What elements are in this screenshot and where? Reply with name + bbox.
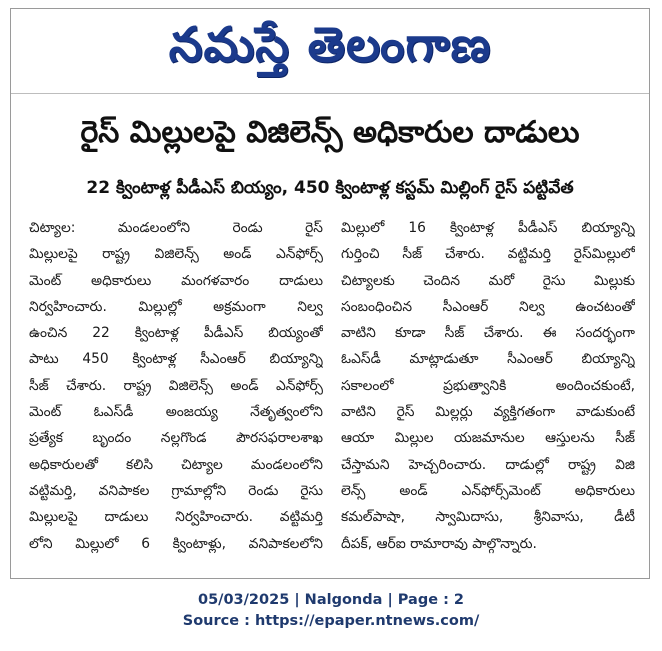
body-line: మిల్లులపై దాడులు నిర్వహించారు. వట్టిమర్తి bbox=[29, 509, 323, 526]
body-line: పాటు 450 క్వింటాళ్ల సీఎంఆర్ బియ్యాన్ని bbox=[29, 351, 323, 368]
body-line: సకాలంలో ప్రభుత్వానికి అందించకుంటే, bbox=[341, 377, 635, 394]
body-line: లోని మిల్లులో 6 క్వింటాళ్లు, వనిపాకలలోని bbox=[29, 535, 323, 552]
body-line: సంబంధించిన సీఎంఆర్ నిల్వ ఉంచటంతో bbox=[341, 298, 635, 315]
footer-source-link[interactable]: Source : https://epaper.ntnews.com/ bbox=[182, 613, 480, 629]
article-column-left bbox=[29, 215, 323, 565]
body-line: వాటిని రైస్ మిల్లర్లు వ్యక్తిగతంగా వాడుకుంటే bbox=[341, 404, 635, 421]
body-line: దీపక్, ఆర్ఐ రామారావు పాల్గొన్నారు. bbox=[341, 535, 537, 552]
body-line: ప్రత్యేక బృందం నల్లగొండ పౌరసఫరాలశాఖ bbox=[29, 430, 323, 447]
body-line: మిల్లులో 16 క్వింటాళ్ల పీడీఎస్ బియ్యాన్ని bbox=[341, 220, 635, 236]
body-line: చేస్తామని హెచ్చరించారు. దాడుల్లో రాష్ట్ర విజి bbox=[341, 456, 635, 473]
article-column-right bbox=[341, 215, 635, 565]
body-line: మెంట్ అధికారులు మంగళవారం దాడులు bbox=[29, 272, 323, 289]
newspaper-clipping bbox=[10, 8, 650, 579]
body-line: ఉంచిన 22 క్వింటాళ్ల పీడీఎస్ బియ్యంతో bbox=[29, 325, 323, 342]
body-line: అధికారులతో కలిసి చిట్యాల మండలంలోని bbox=[29, 456, 323, 473]
body-line: చిట్యాల: మండలంలోని రెండు రైస్ bbox=[29, 220, 323, 236]
body-line: కమల్‌పాషా, స్వామిదాసు, శ్రీనివాసు, డీటీ bbox=[341, 509, 635, 526]
body-line: చిట్యాలకు చెందిన మరో రైసు మిల్లుకు bbox=[341, 272, 635, 289]
body-line: వాటిని కూడా సీజ్ చేశారు. ఈ సందర్భంగా bbox=[341, 325, 635, 342]
body-line: గుర్తించి సీజ్ చేశారు. వట్టిమర్తి రైస్‌మిల్లులో bbox=[341, 246, 635, 263]
body-line: మెంట్ ఓఎస్‌డీ అంజయ్య నేతృత్వంలోని bbox=[29, 404, 323, 421]
body-line: ఓఎస్‌డీ మాట్లాడుతూ సీఎంఆర్ బియ్యాన్ని bbox=[341, 351, 635, 368]
body-line: మిల్లులపై రాష్ట్ర విజిలెన్స్ అండ్ ఎన్‌ఫోర్స్ bbox=[29, 246, 323, 263]
article-body bbox=[29, 215, 635, 565]
footer-date-edition: 05/03/2025 | Nalgonda | Page : 2 bbox=[197, 592, 465, 608]
body-line: లెన్స్ అండ్ ఎన్‌ఫోర్స్‌మెంట్ అధికారులు bbox=[341, 482, 635, 499]
article-headline: రైస్ మిల్లులపై విజిలెన్స్ అధికారుల దాడులు bbox=[80, 115, 580, 150]
body-line: సీజ్ చేశారు. రాష్ట్ర విజిలెన్స్ అండ్ ఎన్‌ఫోర్స్ bbox=[29, 377, 323, 394]
body-line: నిర్వహించారు. మిల్లుల్లో అక్రమంగా నిల్వ bbox=[29, 298, 323, 315]
body-line: వట్టిమర్తి, వనిపాకల గ్రామాల్లోని రెండు రైసు bbox=[29, 482, 323, 499]
body-line: ఆయా మిల్లుల యజమానుల ఆస్తులను సీజ్ bbox=[341, 430, 635, 447]
newspaper-masthead: నమస్తే తెలంగాణ bbox=[168, 17, 492, 73]
article-subheadline: 22 క్వింటాళ్ల పీడీఎస్ బియ్యం, 450 క్వింటాళ్ల కస్టమ్ మిల్లింగ్ రైస్ పట్టివేత bbox=[86, 178, 574, 198]
masthead-divider bbox=[11, 93, 649, 94]
